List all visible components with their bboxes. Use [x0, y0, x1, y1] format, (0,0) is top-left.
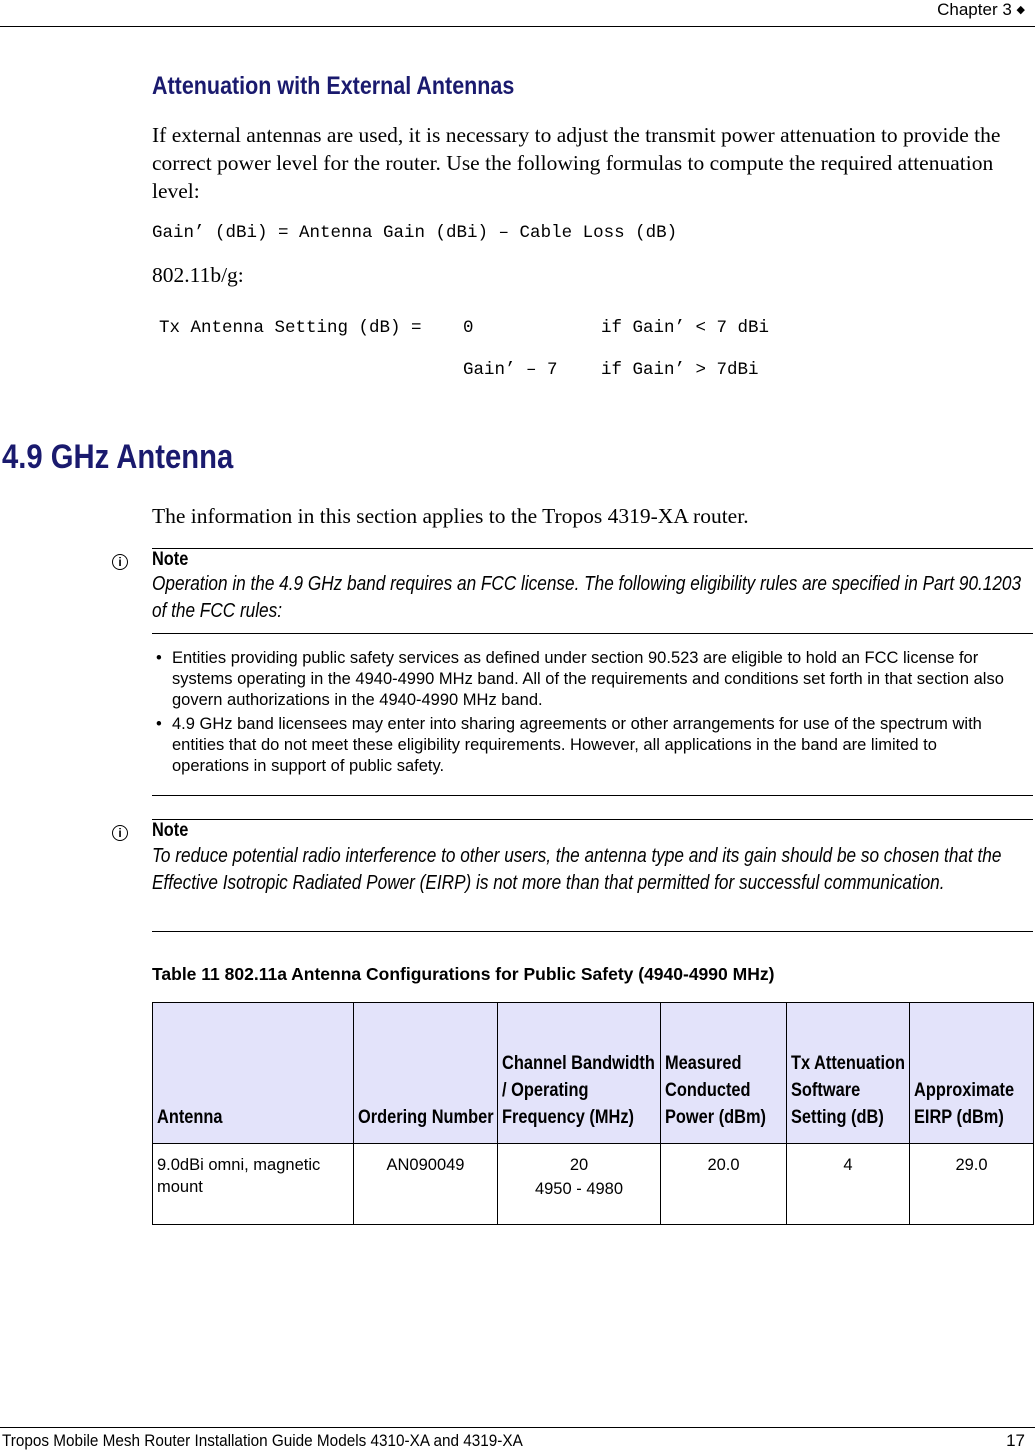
- column-header-tx-setting: Tx Attenuation Software Setting (dB): [787, 1003, 910, 1144]
- note2-bottom-rule: [152, 931, 1033, 932]
- antenna-config-table: [152, 1002, 1034, 1225]
- tx-formula-condition-1: if Gain’ < 7 dBi: [601, 318, 770, 338]
- gain-formula: Gain’ (dBi) = Antenna Gain (dBi) – Cable Loss (dB): [152, 223, 678, 243]
- attenuation-intro-paragraph: If external antennas are used, it is necessary to adjust the transmit power attenuation to provide the correct power level for the router. Use the following formulas to compute the required attenuation level:: [152, 123, 1001, 203]
- standard-label: 802.11b/g:: [152, 263, 244, 287]
- note1-top-rule: [152, 548, 1033, 549]
- list-item: • 4.9 GHz band licensees may enter into sharing agreements or other arrangements for use of the spectrum with entities that do not meet these eligibility requirements. However, all applications in the band are limited to operations in support of public safety.: [152, 714, 1012, 777]
- table-caption: Table 11 802.11a Antenna Configurations for Public Safety (4940-4990 MHz): [152, 964, 775, 984]
- chapter-label: Chapter 3: [937, 0, 1012, 19]
- cell-conducted-power: 20.0: [661, 1144, 787, 1225]
- section-4-9-intro: The information in this section applies to the Tropos 4319-XA router.: [152, 504, 749, 528]
- cell-antenna: 9.0dBi omni, magnetic mount: [153, 1144, 354, 1225]
- footer-rule: [0, 1427, 1035, 1428]
- list-item: • Entities providing public safety services as defined under section 90.523 are eligible to hold an FCC license for systems operating in the 4940-4990 MHz band. All of the requirements and conditions set forth in that section also govern authorizations in the 4940-4990 MHz band.: [152, 648, 1012, 711]
- column-header-ordering-number: Ordering Number: [354, 1003, 498, 1144]
- note1-mid-rule: [152, 633, 1033, 634]
- section-heading-4-9-ghz: 4.9 GHz Antenna: [2, 438, 234, 476]
- diamond-icon: ◆: [1016, 4, 1025, 16]
- section-heading-attenuation: Attenuation with External Antennas: [152, 72, 515, 100]
- tx-formula-value-2: Gain’ – 7: [463, 360, 558, 380]
- cell-bandwidth-frequency: [498, 1144, 661, 1225]
- info-icon: i: [112, 825, 128, 841]
- cell-eirp: 29.0: [910, 1144, 1034, 1225]
- tx-formula-lhs: Tx Antenna Setting (dB) =: [159, 318, 422, 338]
- cell-tx-setting: 4: [787, 1144, 910, 1225]
- column-header-eirp: Approximate EIRP (dBm): [910, 1003, 1034, 1144]
- note2-title: Note: [152, 820, 189, 841]
- table-row: [153, 1144, 1034, 1225]
- cell-frequency: 4950 - 4980: [534, 1180, 624, 1198]
- column-header-antenna: Antenna: [153, 1003, 354, 1144]
- page-number: 17: [1006, 1431, 1025, 1450]
- running-header: [937, 0, 1025, 20]
- note2-top-rule: [152, 819, 1033, 820]
- note1-bullet-list: [152, 648, 1012, 780]
- info-icon: i: [112, 554, 128, 570]
- tx-formula-value-1: 0: [463, 318, 474, 338]
- cell-bandwidth: 20: [569, 1156, 589, 1174]
- header-rule: [0, 26, 1035, 27]
- note1-body: Operation in the 4.9 GHz band requires an FCC license. The following eligibility rules are specified in Part 90.1203 of the FCC rules:: [152, 573, 1022, 622]
- note1-bottom-rule: [152, 795, 1033, 796]
- cell-ordering-number: AN090049: [354, 1144, 498, 1225]
- column-header-conducted-power: Measured Conducted Power (dBm): [661, 1003, 787, 1144]
- note1-title: Note: [152, 549, 189, 570]
- tx-formula-condition-2: if Gain’ > 7dBi: [601, 360, 759, 380]
- note2-body: To reduce potential radio interference to other users, the antenna type and its gain should be so chosen that the Effective Isotropic Radiated Power (EIRP) is not more than that permitted for successful communication.: [152, 845, 1002, 894]
- table-header-row: [153, 1003, 1034, 1144]
- footer-title: Tropos Mobile Mesh Router Installation Guide Models 4310-XA and 4319-XA: [2, 1431, 523, 1450]
- column-header-bandwidth-frequency: Channel Bandwidth / Operating Frequency (MHz): [498, 1003, 661, 1144]
